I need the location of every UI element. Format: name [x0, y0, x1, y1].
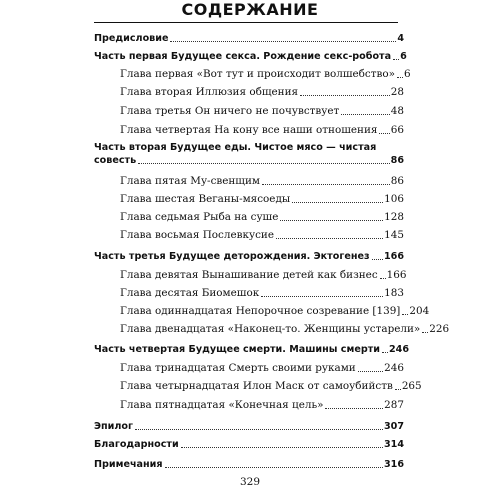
toc-part-entry	[94, 32, 404, 45]
toc-entry-label: Глава двенадцатая «Наконец-то. Женщины устарели»	[120, 323, 421, 336]
toc-chapter-entry	[94, 68, 411, 81]
toc-part-entry	[94, 250, 404, 263]
toc-entry-label: Глава пятая Му-свенщим	[120, 174, 260, 187]
toc-entry-page: 106	[384, 193, 404, 206]
toc-entry-label: Глава первая «Вот тут и происходит волшебство»	[120, 68, 395, 81]
toc-entry-page: 246	[384, 362, 404, 375]
toc-entry-page: 4	[397, 33, 404, 44]
toc-entry-page: 166	[383, 251, 404, 263]
toc-part-entry	[94, 438, 404, 451]
toc-entry-label: Предисловие	[94, 33, 169, 44]
toc-entry-label-continued: совесть	[94, 154, 137, 166]
dot-leader	[372, 259, 383, 260]
dot-leader	[165, 467, 383, 468]
toc-entry-page: 128	[384, 211, 404, 224]
toc-chapter-entry	[94, 362, 404, 375]
toc-chapter-entry	[94, 211, 404, 224]
toc-chapter-entry	[94, 305, 430, 318]
toc-entry-label: Часть первая Будущее секса. Рождение секс-робота	[94, 50, 392, 62]
toc-entry-page: 166	[386, 268, 407, 281]
toc-chapter-entry	[94, 268, 407, 282]
dot-leader	[261, 296, 383, 297]
toc-entry-page: 246	[388, 344, 410, 356]
toc-entry-page: 48	[390, 104, 404, 117]
toc-entry-label: Глава третья Он ничего не почувствует	[120, 104, 340, 117]
toc-chapter-entry	[94, 287, 404, 300]
toc-entry-label: Часть четвертая Будущее смерти. Машины смерти	[94, 344, 380, 356]
toc-chapter-entry	[94, 86, 404, 99]
toc-entry-label: Глава восьмая Послевкусие	[120, 228, 274, 241]
dot-leader	[280, 220, 383, 221]
toc-part-entry	[94, 50, 407, 63]
toc-entry-label: Глава четвертая На кону все наши отношения	[120, 123, 378, 136]
toc-entry-page: 86	[390, 154, 404, 166]
toc-chapter-entry	[94, 399, 404, 412]
toc-entry-label: Благодарности	[94, 438, 179, 450]
toc-entry-label: Эпилог	[94, 420, 134, 432]
toc-entry-label: Глава тринадцатая Смерть своими руками	[120, 362, 356, 375]
toc-chapter-entry	[94, 124, 404, 137]
dot-leader	[262, 184, 390, 185]
dot-leader	[382, 352, 388, 353]
toc-entry-label: Глава девятая Вынашивание детей как бизнес	[120, 268, 378, 281]
toc-entry-page: 86	[390, 174, 404, 187]
toc-chapter-entry	[94, 193, 404, 206]
toc-part-entry	[94, 458, 404, 471]
dot-leader	[341, 114, 389, 115]
toc-part-entry	[94, 141, 404, 167]
toc-chapter-entry	[94, 379, 422, 393]
toc-part-entry	[94, 420, 404, 433]
dot-leader	[402, 314, 408, 315]
toc-entry-label: Глава четырнадцатая Илон Маск от самоубийств	[120, 379, 393, 392]
toc-entry-page: 265	[401, 379, 422, 392]
dot-leader	[170, 41, 396, 42]
toc-entry-label: Глава седьмая Рыба на суше	[120, 211, 279, 224]
page-number: 329	[239, 476, 261, 488]
toc-entry-page: 204	[409, 305, 430, 318]
toc-entry-label: Примечания	[94, 459, 163, 470]
toc-entry-label: Глава вторая Иллюзия общения	[120, 86, 299, 99]
dot-leader	[358, 371, 383, 372]
toc-entry-page: 226	[429, 323, 450, 336]
dot-leader	[422, 332, 428, 333]
toc-entry-label: Глава десятая Биомешок	[120, 286, 260, 299]
toc-entry-page: 287	[384, 398, 404, 411]
dot-leader	[138, 163, 389, 164]
dot-leader	[135, 429, 383, 430]
dot-leader	[397, 77, 403, 78]
toc-entry-label: Глава шестая Веганы-мясоеды	[120, 193, 291, 206]
toc-entry-page: 6	[403, 68, 411, 81]
dot-leader	[395, 389, 401, 390]
toc-entry-page: 145	[384, 228, 404, 241]
dot-leader	[325, 408, 383, 409]
dot-leader	[380, 278, 386, 279]
dot-leader	[393, 59, 399, 60]
toc-chapter-entry	[94, 323, 450, 336]
toc-chapter-entry	[94, 229, 404, 242]
dot-leader	[379, 133, 389, 134]
toc-chapter-entry	[94, 175, 404, 188]
toc-entry-page: 316	[383, 459, 404, 470]
toc-entry-page: 28	[390, 86, 404, 99]
title-divider	[94, 22, 398, 23]
toc-entry-label: Глава пятнадцатая «Конечная цель»	[120, 398, 324, 411]
toc-part-entry	[94, 343, 410, 356]
dot-leader	[276, 238, 383, 239]
toc-entry-page: 314	[383, 438, 404, 450]
toc-entry-label: Глава одиннадцатая Непорочное созревание [139]	[120, 305, 401, 318]
toc-entry-page: 66	[390, 123, 404, 136]
dot-leader	[300, 95, 390, 96]
toc-entry-label: Часть третья Будущее деторождения. Эктогенез	[94, 251, 370, 263]
page-title: СОДЕРЖАНИЕ	[181, 0, 319, 19]
dot-leader	[181, 447, 383, 448]
toc-entry-page: 307	[383, 420, 404, 432]
dot-leader	[292, 202, 383, 203]
toc-entry-label: Часть вторая Будущее еды. Чистое мясо — чистая	[94, 141, 377, 153]
toc-entry-page: 6	[400, 50, 407, 62]
toc-chapter-entry	[94, 105, 404, 118]
toc-entry-page: 183	[384, 286, 404, 299]
